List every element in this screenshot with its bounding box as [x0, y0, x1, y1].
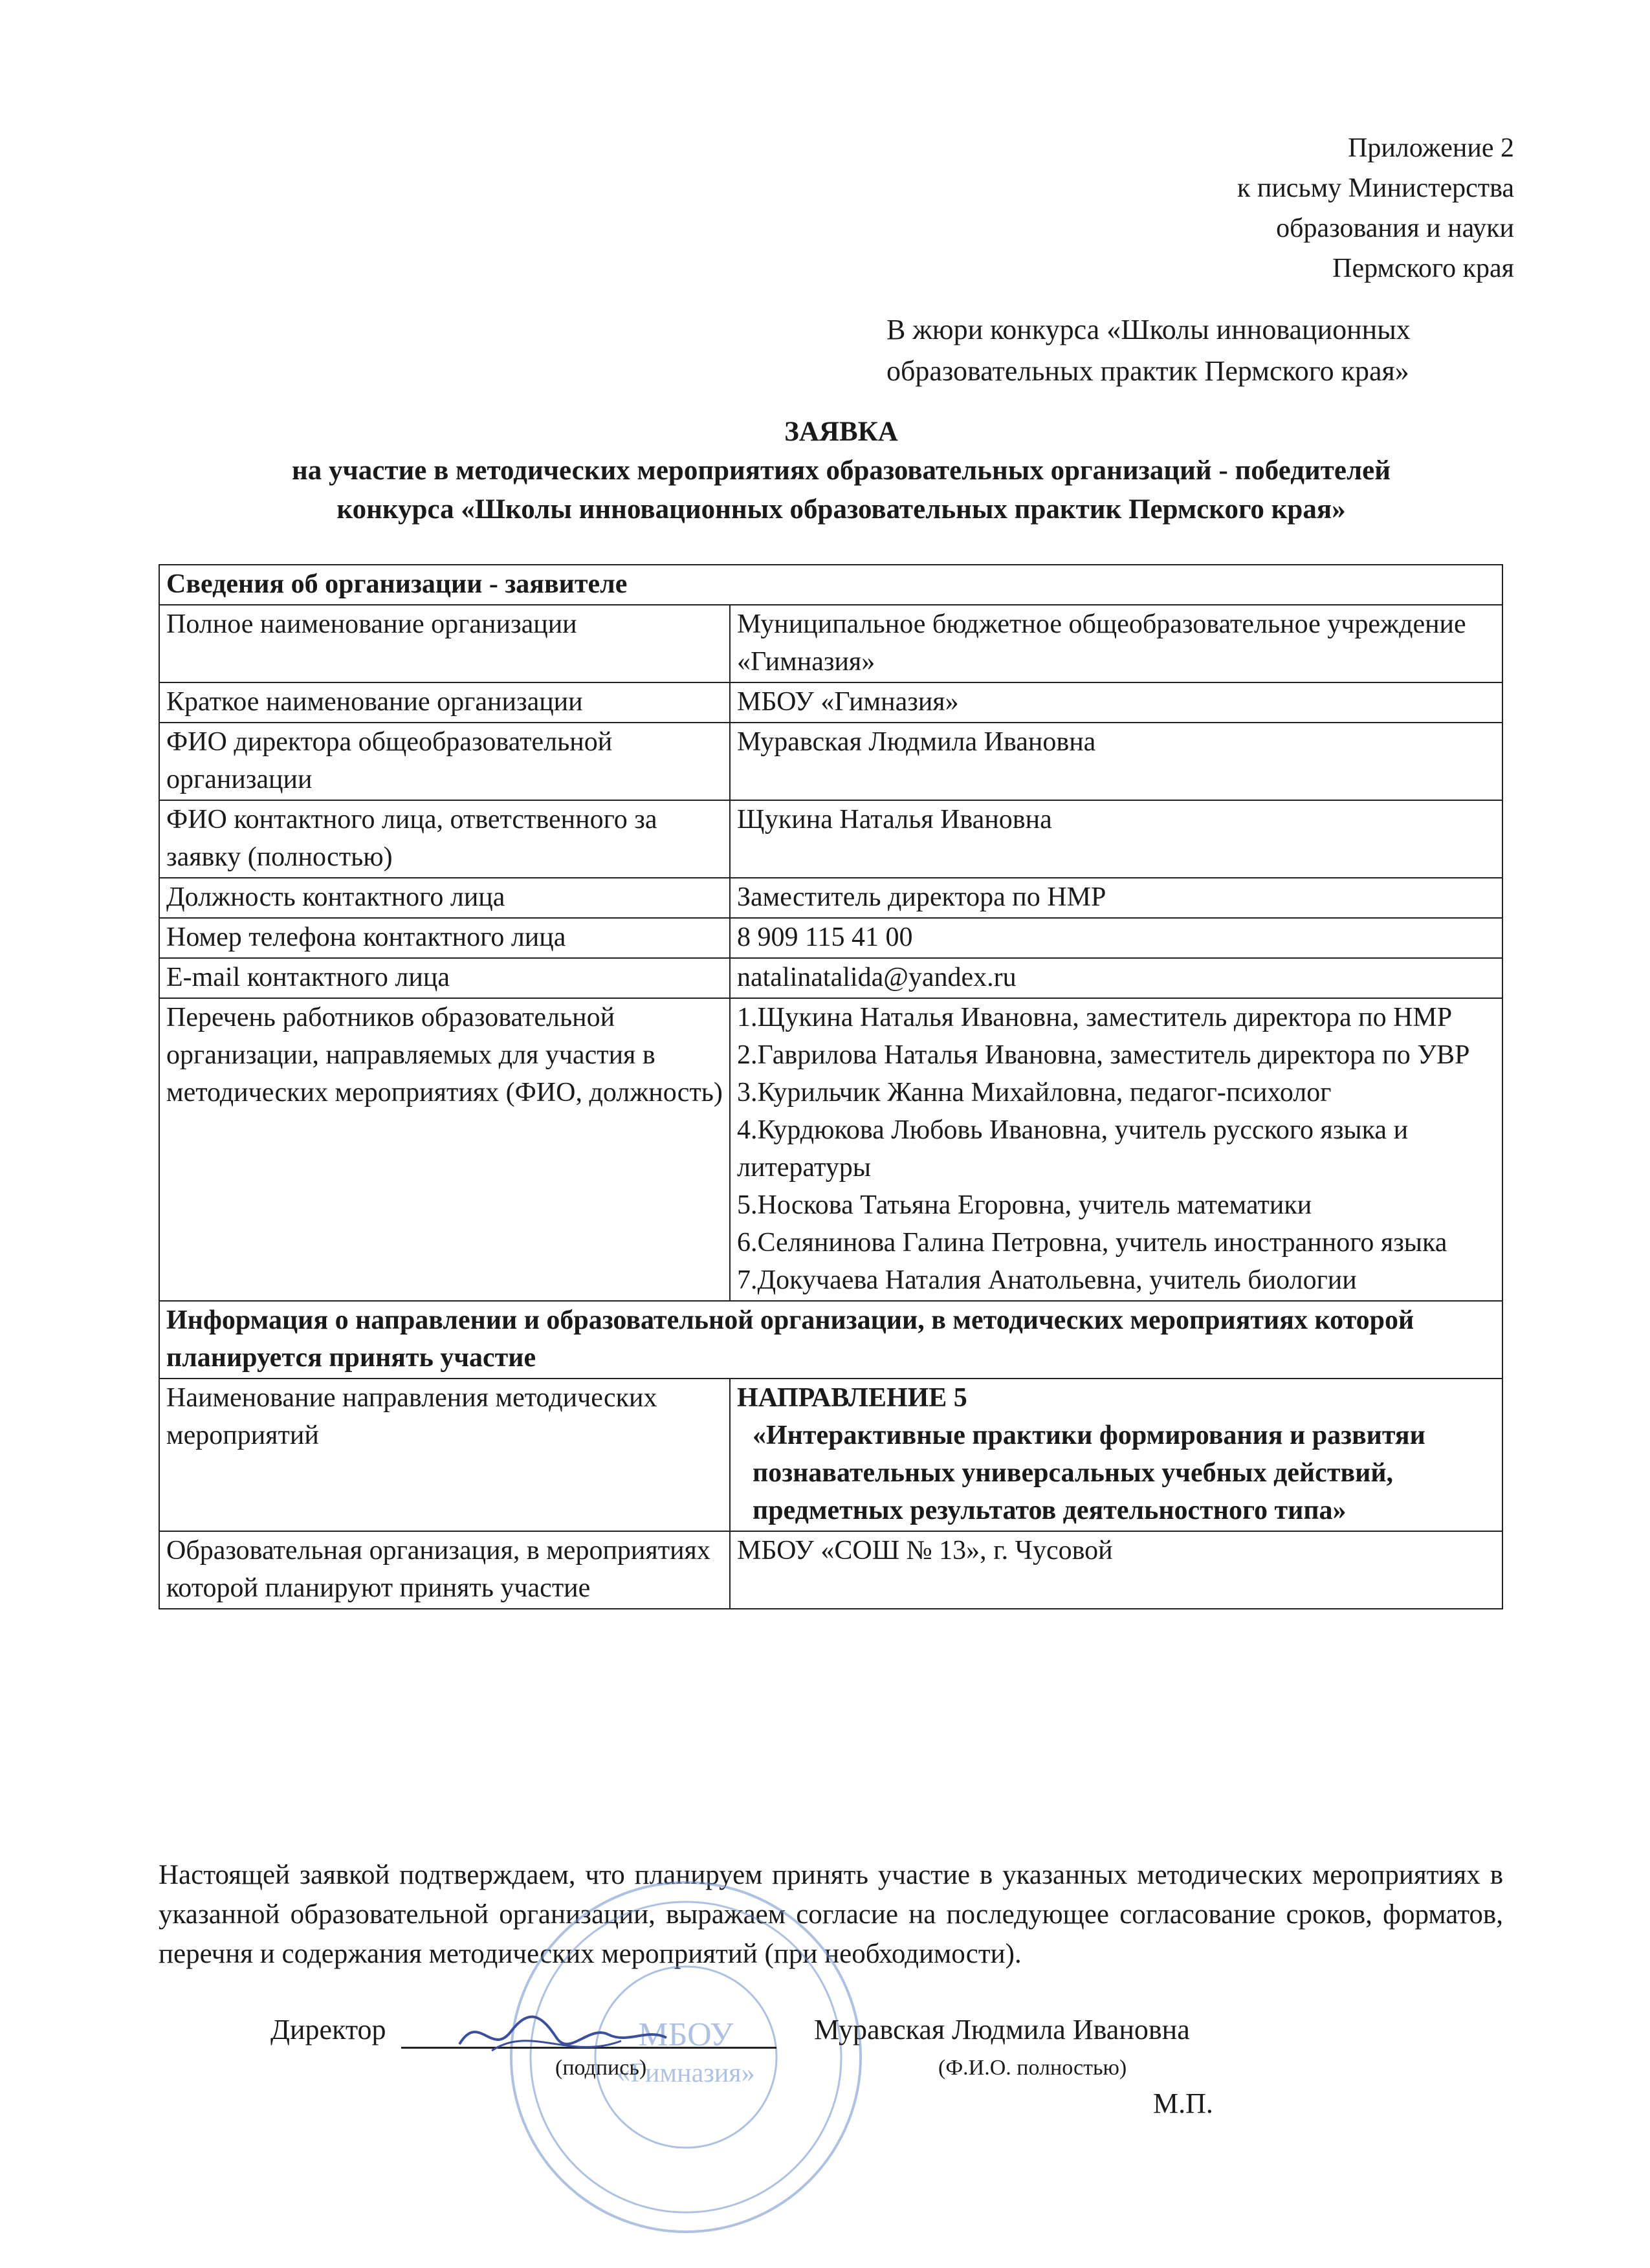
stamp-center-text: МБОУ — [638, 2016, 734, 2053]
application-table — [159, 564, 1503, 1609]
addressee-line: образовательных практик Пермского края» — [886, 355, 1409, 387]
appendix-line: Приложение 2 — [1348, 133, 1514, 163]
appendix-note — [1237, 128, 1514, 289]
section-row — [159, 1301, 1502, 1379]
row-value: Заместитель директора по НМР — [730, 878, 1502, 918]
table-row — [159, 958, 1502, 998]
staff-item: 2.Гаврилова Наталья Ивановна, заместитель директора по УВР — [737, 1040, 1470, 1070]
row-label: Краткое наименование организации — [159, 682, 730, 723]
table-row — [159, 682, 1502, 723]
section-row — [159, 565, 1502, 605]
direction-text: «Интерактивные практики формирования и развитяи познавательных универсальных учебных действий, предметных результатов деятельностного типа» — [753, 1421, 1425, 1525]
row-value: МБОУ «Гимназия» — [730, 682, 1502, 723]
document-title — [155, 413, 1527, 529]
staff-list — [730, 998, 1502, 1301]
staff-item: 7.Докучаева Наталия Анатольевна, учитель биологии — [737, 1265, 1357, 1295]
section-header-organization: Сведения об организации - заявителе — [159, 565, 1502, 605]
row-value: Щукина Наталья Ивановна — [730, 800, 1502, 878]
row-label: Номер телефона контактного лица — [159, 918, 730, 958]
section-header-direction: Информация о направлении и образовательной организации, в методических мероприятиях которой планируется принять участие — [159, 1301, 1502, 1379]
title-heading: ЗАЯВКА — [784, 417, 898, 447]
table-row — [159, 605, 1502, 682]
staff-label: Перечень работников образовательной организации, направляемых для участия в методических мероприятиях (ФИО, должность) — [159, 998, 730, 1301]
table-row — [159, 998, 1502, 1301]
direction-label: Наименование направления методических мероприятий — [159, 1379, 730, 1531]
staff-item: 1.Щукина Наталья Ивановна, заместитель директора по НМР — [737, 1003, 1453, 1032]
row-value: Муравская Людмила Ивановна — [730, 723, 1502, 800]
table-row — [159, 918, 1502, 958]
signature-role: Директор — [270, 2014, 386, 2045]
stamp-name-text: «Гимназия» — [617, 2058, 755, 2088]
row-value: natalinatalida@yandex.ru — [730, 958, 1502, 998]
addressee-line: В жюри конкурса «Школы инновационных — [886, 314, 1411, 345]
org-label: Образовательная организация, в мероприятиях которой планируют принять участие — [159, 1531, 730, 1609]
staff-item: 6.Селянинова Галина Петровна, учитель иностранного языка — [737, 1228, 1447, 1258]
title-line: на участие в методических мероприятиях образовательных организаций - победителей — [292, 455, 1391, 486]
row-label: Полное наименование организации — [159, 605, 730, 682]
table-row — [159, 723, 1502, 800]
table-row — [159, 1379, 1502, 1531]
staff-item: 5.Носкова Татьяна Егоровна, учитель математики — [737, 1190, 1312, 1220]
row-label: ФИО директора общеобразовательной организации — [159, 723, 730, 800]
director-name: Муравская Людмила Ивановна — [814, 2014, 1190, 2045]
title-line: конкурса «Школы инновационных образовательных практик Пермского края» — [336, 494, 1346, 525]
row-value: Муниципальное бюджетное общеобразовательное учреждение «Гимназия» — [730, 605, 1502, 682]
table-row — [159, 878, 1502, 918]
direction-value — [730, 1379, 1502, 1531]
staff-item: 4.Курдюкова Любовь Ивановна, учитель русского языка и литературы — [737, 1115, 1409, 1183]
org-value: МБОУ «СОШ № 13», г. Чусовой — [730, 1531, 1502, 1609]
stamp-place-label: М.П. — [1153, 2088, 1213, 2119]
appendix-line: образования и науки — [1276, 213, 1514, 243]
row-label: ФИО контактного лица, ответственного за заявку (полностью) — [159, 800, 730, 878]
row-value: 8 909 115 41 00 — [730, 918, 1502, 958]
staff-item: 3.Курильчик Жанна Михайловна, педагог-психолог — [737, 1078, 1332, 1107]
row-label: Должность контактного лица — [159, 878, 730, 918]
signature-caption: (подпись) — [555, 2056, 647, 2080]
name-caption: (Ф.И.О. полностью) — [938, 2056, 1127, 2080]
addressee — [886, 309, 1411, 392]
direction-heading: НАПРАВЛЕНИЕ 5 — [737, 1383, 967, 1413]
appendix-line: к письму Министерства — [1237, 173, 1514, 203]
table-row — [159, 1531, 1502, 1609]
confirmation-paragraph: Настоящей заявкой подтверждаем, что планируем принять участие в указанных методических мероприятиях в указанной образовательной организации, выражаем согласие на последующее согласование сроков, форматов, перечня и содержания методических мероприятий (при необходимости). — [159, 1860, 1503, 1969]
row-label: E-mail контактного лица — [159, 958, 730, 998]
table-row — [159, 800, 1502, 878]
appendix-line: Пермского края — [1332, 254, 1514, 283]
